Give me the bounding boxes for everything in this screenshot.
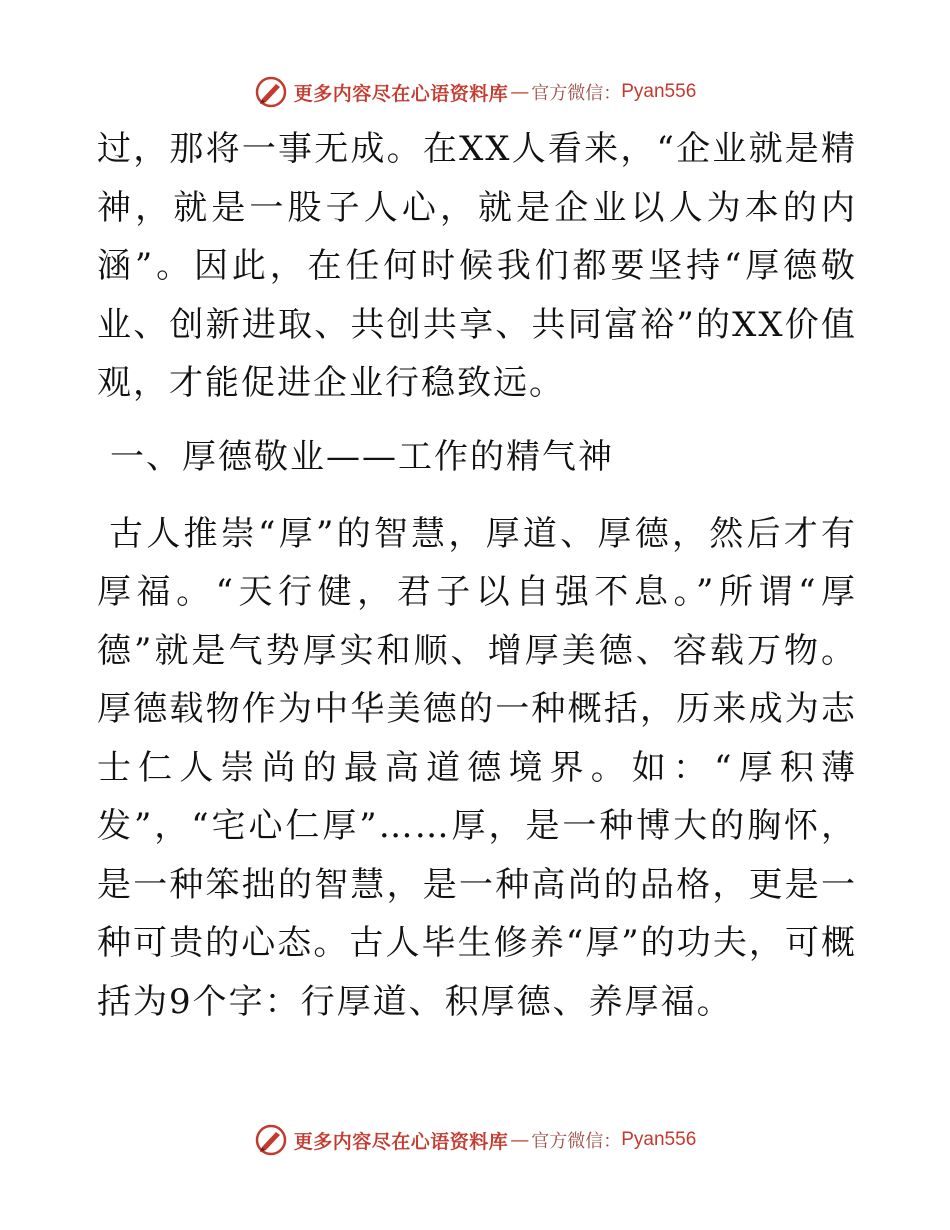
banner-separator: — bbox=[510, 81, 530, 103]
pen-logo-icon bbox=[254, 75, 288, 109]
banner-wechat-label: 官方微信： bbox=[531, 1131, 622, 1152]
body-paragraph: 古人推崇“厚”的智慧，厚道、厚德，然后才有厚福。“天行健，君子以自强不息。”所谓“厚德”就是气势厚实和顺、增厚美德、容载万物。厚德载物作为中华美德的一种概括，历来成为志士仁人崇尚的最高道德境界。如：“厚积薄发”，“宅心仁厚”……厚，是一种博大的胸怀，是一种笨拙的智慧，是一种高尚的品格，更是一种可贵的心态。古人毕生修养“厚”的功夫，可概括为9个字：行厚道、积厚德、养厚福。 bbox=[97, 513, 857, 1022]
banner-separator: — bbox=[510, 1129, 530, 1151]
footer-watermark-banner bbox=[0, 1120, 950, 1160]
header-watermark-banner bbox=[0, 72, 950, 112]
section-heading: 一、厚德敬业——工作的精气神 bbox=[110, 436, 614, 477]
banner-title: 更多内容尽在心语资料库 bbox=[293, 1130, 509, 1153]
body-paragraph: 过，那将一事无成。在XX人看来，“企业就是精神，就是一股子人心，就是企业以人为本的内涵”。因此，在任何时候我们都要坚持“厚德敬业、创新进取、共创共享、共同富裕”的XX价值观，才能促进企业行稳致远。 bbox=[97, 129, 857, 403]
banner-wechat-id: Pyan556 bbox=[621, 81, 697, 102]
banner-wechat-label: 官方微信： bbox=[531, 83, 622, 104]
pen-logo-icon bbox=[254, 1123, 288, 1157]
document-body bbox=[97, 120, 857, 1031]
banner-wechat-id: Pyan556 bbox=[621, 1129, 697, 1150]
banner-title: 更多内容尽在心语资料库 bbox=[293, 82, 509, 105]
